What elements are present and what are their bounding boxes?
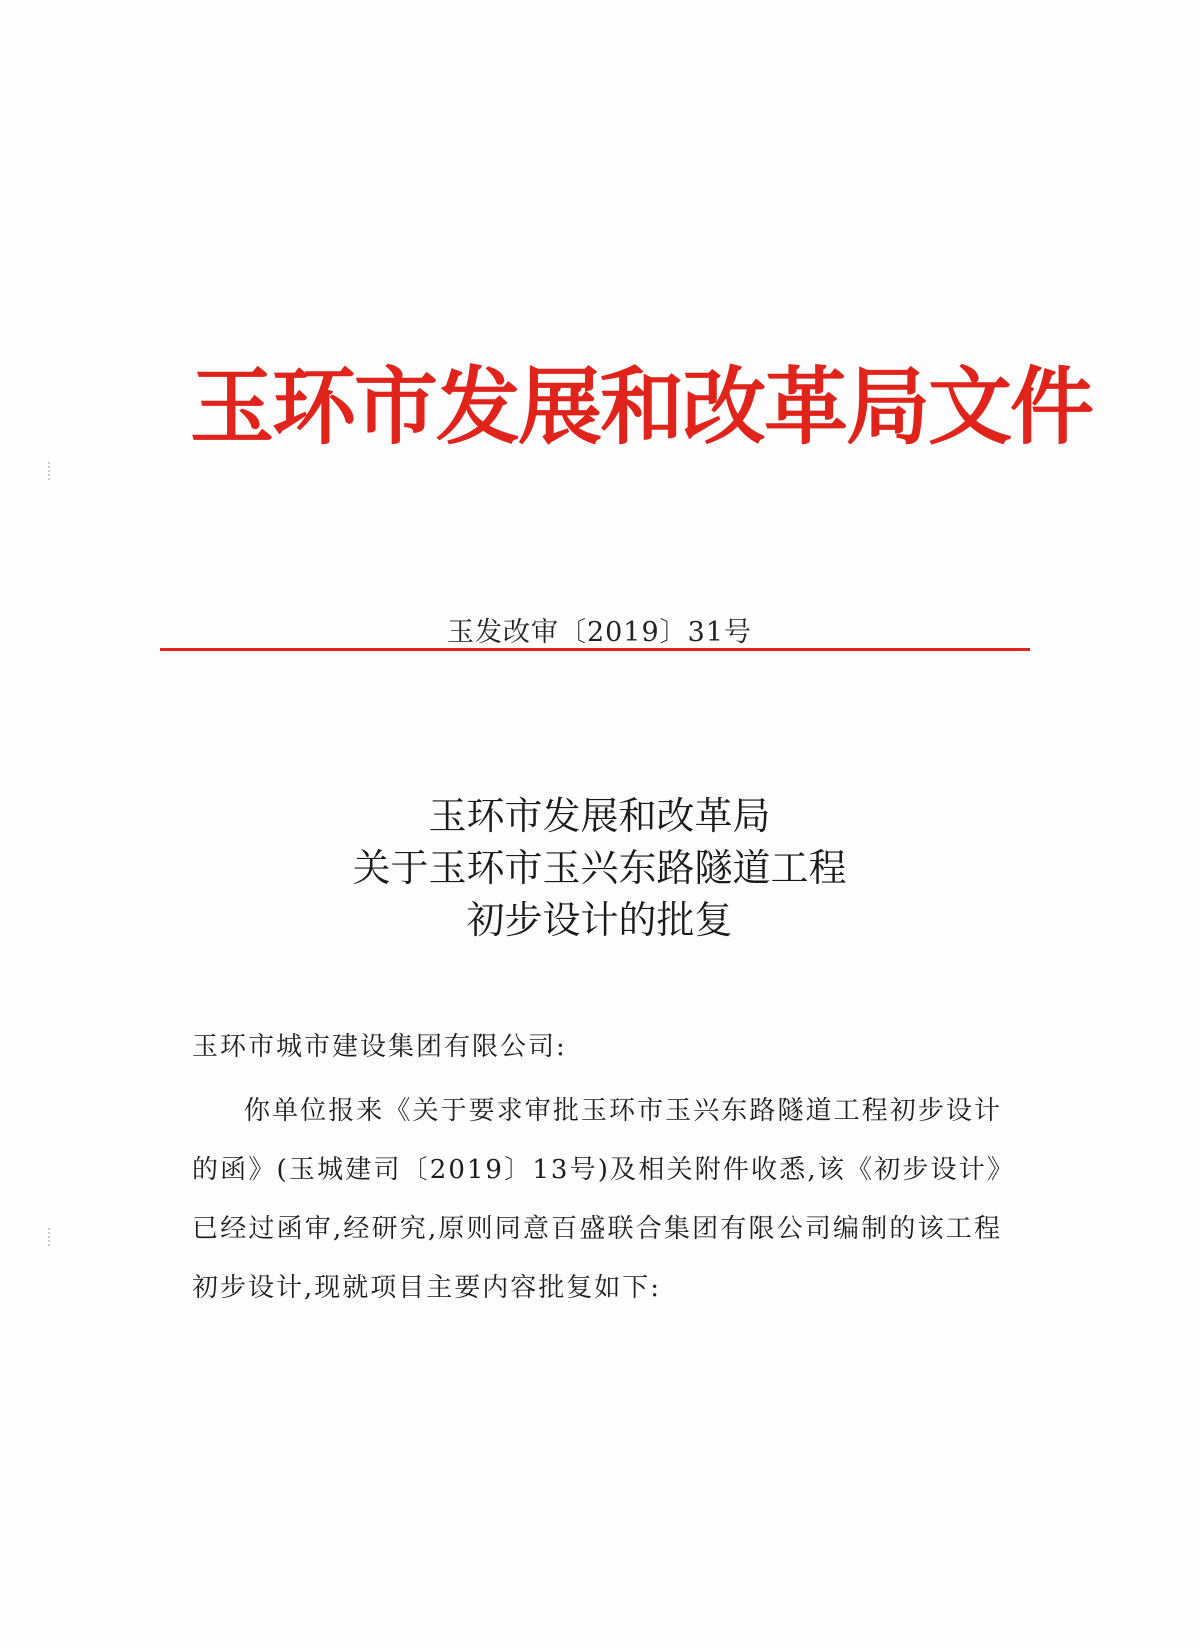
title-line-3: 初步设计的批复 (466, 898, 733, 942)
title-line-2: 关于玉环市玉兴东路隧道工程 (352, 846, 847, 890)
body-paragraph: 你单位报来《关于要求审批玉环市玉兴东路隧道工程初步设计的函》(玉城建司〔2019〕13号)及相关附件收悉,该《初步设计》已经过函审,经研究,原则同意百盛联合集团有限公司编制的该工程初步设计,现就项目主要内容批复如下: (192, 1096, 1002, 1303)
document-header-title: 玉环市发展和改革局文件 (190, 357, 1093, 456)
addressee: 玉环市城市建设集团有限公司: (192, 1032, 567, 1062)
title-line-1: 玉环市发展和改革局 (428, 794, 771, 838)
document-number: 玉发改审〔2019〕31号 (446, 617, 753, 648)
document-title (0, 790, 1199, 946)
binding-mark (48, 1228, 56, 1246)
binding-mark (48, 462, 56, 480)
red-divider-line (160, 648, 1030, 651)
